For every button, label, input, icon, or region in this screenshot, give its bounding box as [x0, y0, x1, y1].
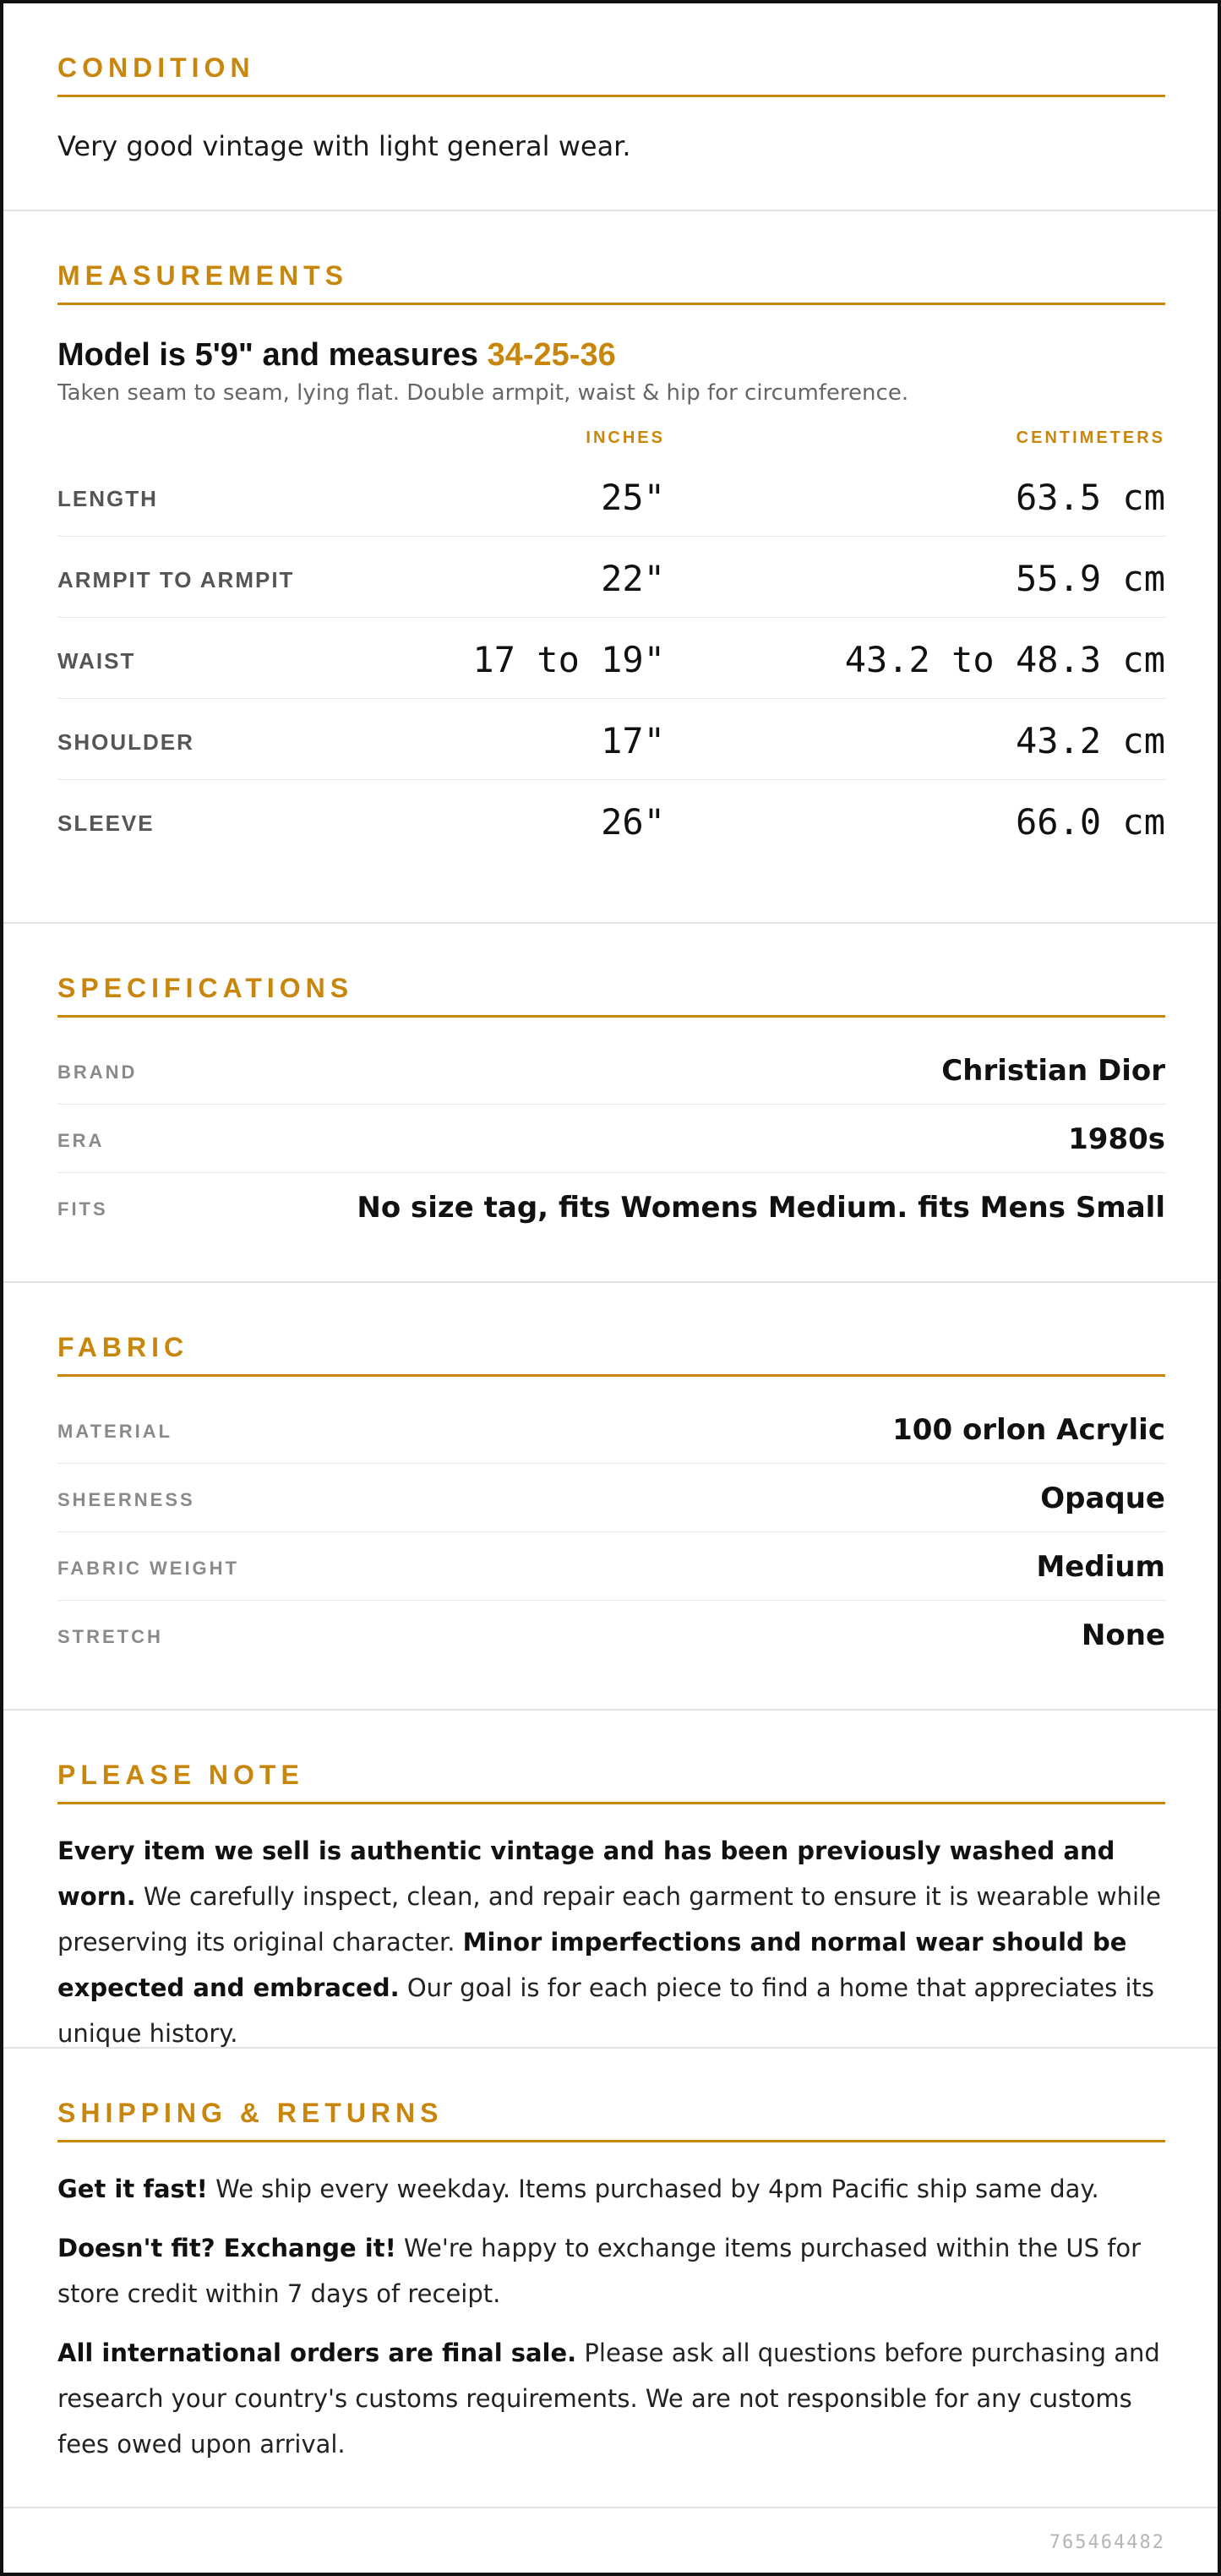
measurement-row-length	[57, 456, 1165, 537]
condition-heading: CONDITION	[57, 52, 1165, 97]
model-measures-prefix: Model is 5'9" and measures	[57, 337, 488, 373]
measurement-centimeters: 63.5 cm	[1015, 477, 1165, 518]
spec-value: No size tag, fits Womens Medium. fits Mens Small	[357, 1191, 1165, 1225]
shipping-returns-section	[3, 2049, 1218, 2508]
measurement-label: SLEEVE	[57, 810, 155, 836]
fabric-row-weight	[57, 1532, 1165, 1601]
fabric-list	[57, 1395, 1165, 1669]
footer	[3, 2508, 1218, 2576]
spec-label: FABRIC WEIGHT	[57, 1558, 239, 1579]
note-text-goal: Our goal is for each piece to find a home that appreciates its unique history.	[57, 1973, 1155, 2048]
spec-value: Medium	[1036, 1550, 1165, 1584]
please-note-text	[57, 1828, 1165, 2056]
spec-value: 100 orlon Acrylic	[892, 1413, 1165, 1447]
measurement-inches: 17"	[601, 720, 665, 761]
spec-label: ERA	[57, 1130, 105, 1151]
model-measures-value: 34-25-36	[487, 337, 616, 373]
measurement-centimeters: 43.2 to 48.3 cm	[844, 639, 1165, 680]
shipping-exchange-text: We're happy to exchange items purchased within the US for store credit within 7 days of receipt.	[57, 2234, 1142, 2308]
spec-label: MATERIAL	[57, 1421, 173, 1442]
shipping-fast-bold: Get it fast!	[57, 2175, 208, 2203]
model-measures-line	[57, 336, 1165, 374]
specifications-list	[57, 1036, 1165, 1242]
spec-value: Christian Dior	[941, 1054, 1165, 1088]
measurement-row-waist	[57, 618, 1165, 699]
spec-value: None	[1081, 1618, 1165, 1652]
shipping-exchange-bold: Doesn't fit? Exchange it!	[57, 2234, 396, 2262]
measurements-section	[3, 211, 1218, 924]
measurement-note: Taken seam to seam, lying flat. Double armpit, waist & hip for circumference.	[57, 380, 909, 406]
please-note-heading: PLEASE NOTE	[57, 1760, 1165, 1804]
measurement-centimeters: 55.9 cm	[1015, 558, 1165, 599]
measurement-row-shoulder	[57, 699, 1165, 780]
shipping-exchange-paragraph	[57, 2225, 1165, 2317]
measurement-inches: 26"	[601, 801, 665, 843]
fabric-row-material	[57, 1395, 1165, 1464]
shipping-international-text: Please ask all questions before purchasing and research your country's customs requirements. We are not responsible for any customs fees owed upon arrival.	[57, 2339, 1160, 2459]
centimeters-column-header: CENTIMETERS	[1016, 428, 1165, 447]
spec-row-era	[57, 1105, 1165, 1173]
spec-label: STRETCH	[57, 1626, 163, 1647]
spec-row-brand	[57, 1036, 1165, 1105]
measurement-label: ARMPIT TO ARMPIT	[57, 567, 295, 592]
spec-value: 1980s	[1068, 1122, 1165, 1156]
spec-label: FITS	[57, 1198, 108, 1220]
spec-label: BRAND	[57, 1062, 138, 1083]
fabric-row-sheerness	[57, 1464, 1165, 1532]
measurement-table	[57, 456, 1165, 861]
product-sku: 765464482	[1049, 2532, 1165, 2553]
inches-column-header: INCHES	[586, 428, 665, 447]
fabric-section	[3, 1283, 1218, 1711]
measurement-label: SHOULDER	[57, 729, 194, 755]
fabric-heading: FABRIC	[57, 1332, 1165, 1377]
shipping-international-paragraph	[57, 2330, 1165, 2467]
spec-label: SHEERNESS	[57, 1489, 195, 1510]
specifications-heading: SPECIFICATIONS	[57, 973, 1165, 1018]
condition-text: Very good vintage with light general wear.	[57, 130, 631, 162]
spec-row-fits	[57, 1173, 1165, 1242]
note-bold-authentic: Every item we sell is authentic vintage and has been previously washed and worn.	[57, 1836, 1115, 1911]
measurement-label: LENGTH	[57, 486, 158, 511]
measurement-centimeters: 66.0 cm	[1015, 801, 1165, 843]
please-note-section	[3, 1711, 1218, 2049]
shipping-international-bold: All international orders are final sale.	[57, 2339, 577, 2367]
note-text-inspect: We carefully inspect, clean, and repair each garment to ensure it is wearable while preserving its original character.	[57, 1882, 1161, 1957]
shipping-fast-text: We ship every weekday. Items purchased by 4pm Pacific ship same day.	[207, 2175, 1099, 2203]
note-bold-imperfections: Minor imperfections and normal wear should be expected and embraced.	[57, 1928, 1127, 2002]
spec-value: Opaque	[1040, 1482, 1165, 1515]
fabric-row-stretch	[57, 1601, 1165, 1669]
measurement-row-armpit	[57, 537, 1165, 618]
measurement-inches: 22"	[601, 558, 665, 599]
specifications-section	[3, 924, 1218, 1283]
shipping-returns-heading: SHIPPING & RETURNS	[57, 2098, 1165, 2142]
measurement-column-headers	[57, 428, 1165, 456]
condition-section	[3, 3, 1218, 211]
shipping-fast-paragraph	[57, 2166, 1165, 2212]
measurement-inches: 25"	[601, 477, 665, 518]
measurement-row-sleeve	[57, 780, 1165, 861]
measurement-inches: 17 to 19"	[472, 639, 665, 680]
measurement-label: WAIST	[57, 648, 136, 674]
measurements-heading: MEASUREMENTS	[57, 260, 1165, 305]
measurement-centimeters: 43.2 cm	[1015, 720, 1165, 761]
